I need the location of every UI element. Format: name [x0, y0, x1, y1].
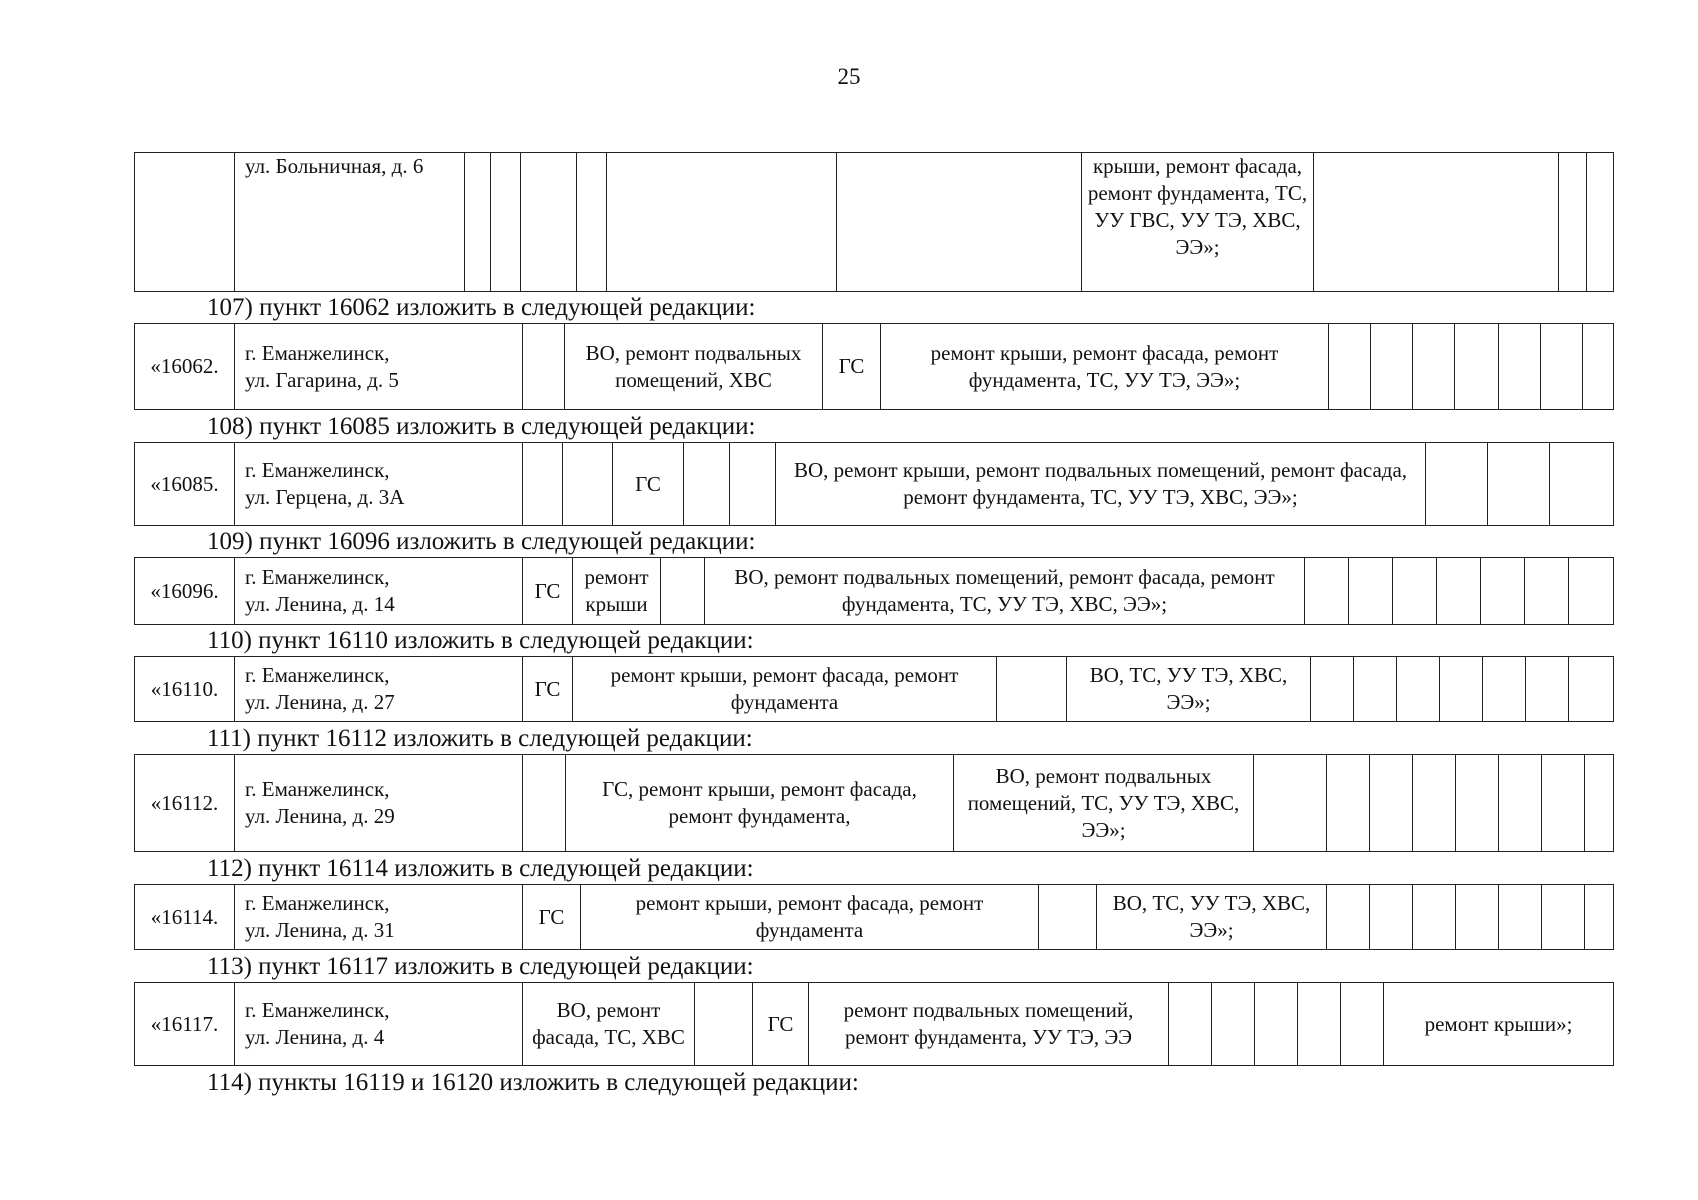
works-cell: ВО, ТС, УУ ТЭ, ХВС, ЭЭ»; — [1097, 885, 1327, 950]
instruction-113: 113) пункт 16117 изложить в следующей редакции: — [207, 953, 754, 980]
address-street: ул. Ленина, д. 29 — [245, 804, 395, 828]
instruction-110: 110) пункт 16110 изложить в следующей редакции: — [207, 627, 754, 654]
instruction-108: 108) пункт 16085 изложить в следующей редакции: — [207, 413, 756, 440]
item-number: «16114. — [135, 885, 235, 950]
address-city: г. Еманжелинск, — [245, 458, 390, 482]
instruction-112: 112) пункт 16114 изложить в следующей редакции: — [207, 855, 754, 882]
item-number: «16085. — [135, 443, 235, 526]
table-row — [135, 885, 1614, 950]
works-cell: ГС — [523, 558, 573, 625]
works-cell: ГС — [523, 657, 573, 722]
table-row — [135, 443, 1614, 526]
item-number: «16117. — [135, 983, 235, 1066]
address-city: г. Еманжелинск, — [245, 663, 390, 687]
table-16096 — [134, 557, 1614, 625]
works-cell: ремонт крыши — [573, 558, 661, 625]
item-number: «16062. — [135, 324, 235, 410]
item-number: «16096. — [135, 558, 235, 625]
address-city: г. Еманжелинск, — [245, 998, 390, 1022]
table-16085 — [134, 442, 1614, 526]
works-cell: ГС — [823, 324, 881, 410]
works-cell: ГС, ремонт крыши, ремонт фасада, ремонт фундамента, — [566, 755, 954, 852]
address-street: ул. Гагарина, д. 5 — [245, 367, 399, 392]
works-cell: ГС — [753, 983, 809, 1066]
address-cell: ул. Больничная, д. 6 — [235, 153, 465, 292]
table-16117 — [134, 982, 1614, 1066]
table-row — [135, 153, 1614, 292]
works-cell: ГС — [613, 443, 684, 526]
works-cell: ВО, ТС, УУ ТЭ, ХВС, ЭЭ»; — [1067, 657, 1311, 722]
table-row — [135, 983, 1614, 1066]
table-row — [135, 558, 1614, 625]
address-city: г. Еманжелинск, — [245, 340, 390, 365]
address-street: ул. Ленина, д. 14 — [245, 592, 395, 616]
table-row — [135, 755, 1614, 852]
instruction-109: 109) пункт 16096 изложить в следующей редакции: — [207, 528, 756, 555]
works-cell: ГС — [523, 885, 581, 950]
address-city: г. Еманжелинск, — [245, 565, 390, 589]
table-continuation — [134, 152, 1614, 292]
works-cell: ремонт крыши, ремонт фасада, ремонт фундамента — [581, 885, 1039, 950]
works-cell: ремонт подвальных помещений, ремонт фундамента, УУ ТЭ, ЭЭ — [809, 983, 1169, 1066]
works-cell: крыши, ремонт фасада, ремонт фундамента, ТС, УУ ГВС, УУ ТЭ, ХВС, ЭЭ»; — [1082, 153, 1314, 292]
item-number: «16112. — [135, 755, 235, 852]
works-cell: ВО, ремонт крыши, ремонт подвальных помещений, ремонт фасада, ремонт фундамента, ТС, УУ ТЭ, ХВС, ЭЭ»; — [776, 443, 1426, 526]
table-row — [135, 657, 1614, 722]
table-16062 — [134, 323, 1614, 410]
table-row — [135, 324, 1614, 410]
works-cell: ремонт крыши, ремонт фасада, ремонт фундамента — [573, 657, 997, 722]
address-city: г. Еманжелинск, — [245, 777, 390, 801]
address-street: ул. Ленина, д. 27 — [245, 690, 395, 714]
works-cell: ВО, ремонт подвальных помещений, ТС, УУ ТЭ, ХВС, ЭЭ»; — [954, 755, 1254, 852]
instruction-111: 111) пункт 16112 изложить в следующей редакции: — [207, 725, 753, 752]
address-city: г. Еманжелинск, — [245, 891, 390, 915]
address-street: ул. Ленина, д. 4 — [245, 1025, 385, 1049]
page-number: 25 — [837, 64, 861, 89]
works-cell: ремонт крыши»; — [1384, 983, 1614, 1066]
item-number: «16110. — [135, 657, 235, 722]
address-street: ул. Ленина, д. 31 — [245, 918, 395, 942]
works-cell: ВО, ремонт фасада, ТС, ХВС — [523, 983, 695, 1066]
address-street: ул. Герцена, д. 3А — [245, 485, 405, 509]
works-cell: ВО, ремонт подвальных помещений, ремонт фасада, ремонт фундамента, ТС, УУ ТЭ, ХВС, ЭЭ»; — [705, 558, 1305, 625]
instruction-114: 114) пункты 16119 и 16120 изложить в следующей редакции: — [207, 1069, 859, 1096]
works-cell: ВО, ремонт подвальных помещений, ХВС — [565, 324, 823, 410]
works-cell: ремонт крыши, ремонт фасада, ремонт фундамента, ТС, УУ ТЭ, ЭЭ»; — [881, 324, 1329, 410]
table-16112 — [134, 754, 1614, 852]
table-16114 — [134, 884, 1614, 950]
instruction-107: 107) пункт 16062 изложить в следующей редакции: — [207, 294, 756, 321]
table-16110 — [134, 656, 1614, 722]
